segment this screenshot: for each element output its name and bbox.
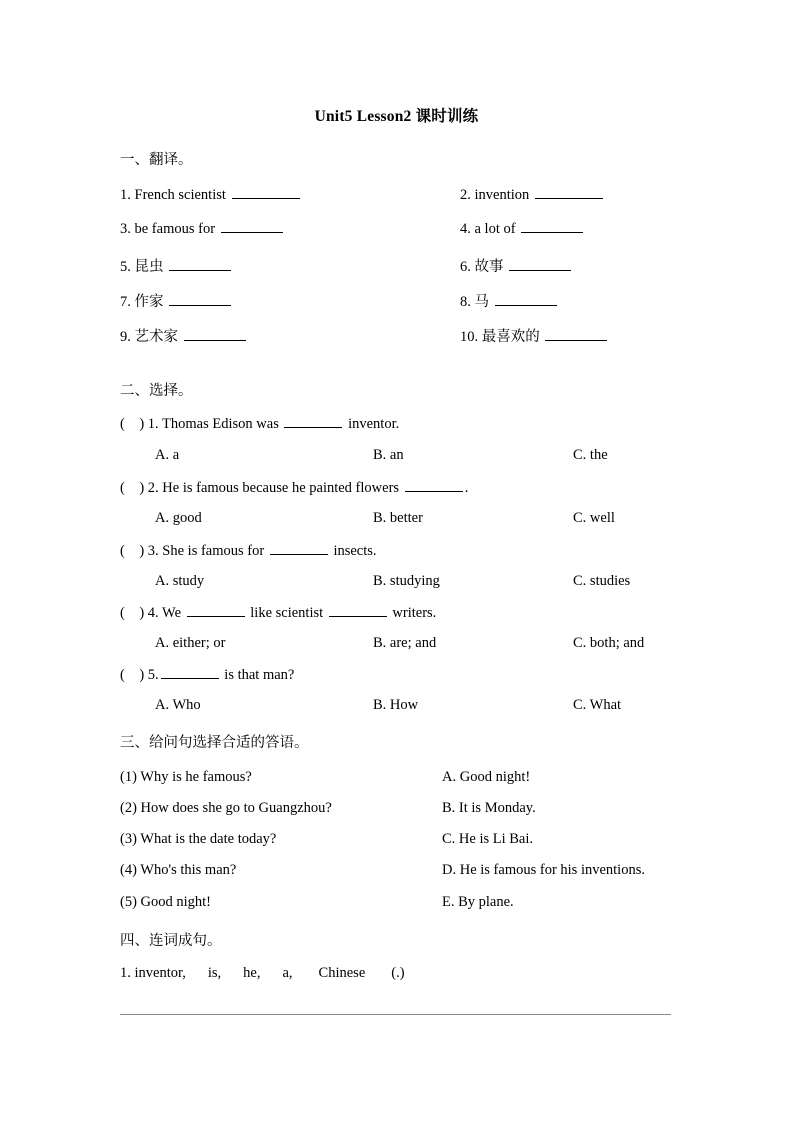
answer-blank[interactable]: [545, 328, 607, 341]
item-text: 马: [474, 294, 489, 310]
item-number: 10.: [460, 329, 479, 345]
matching-question[interactable]: (1) Why is he famous?: [120, 769, 252, 785]
section-heading-matching: 三、给问句选择合适的答语。: [120, 735, 309, 751]
option-a[interactable]: A. either; or: [155, 635, 226, 651]
item-number: 1.: [120, 965, 131, 981]
translation-row: [120, 325, 673, 347]
item-text: French scientist: [134, 187, 226, 203]
rearrange-item-1: [120, 965, 405, 982]
question-stem: He is famous because he painted flowers: [162, 480, 400, 496]
question-stem-tail: .: [464, 480, 469, 496]
option-b[interactable]: B. studying: [373, 573, 440, 589]
translation-row: [120, 255, 673, 277]
answer-blank[interactable]: [221, 220, 283, 233]
option-b[interactable]: B. an: [373, 447, 404, 463]
answer-blank[interactable]: [405, 479, 463, 492]
answer-blank[interactable]: [169, 258, 231, 271]
answer-bracket[interactable]: ( ): [120, 480, 145, 496]
option-c[interactable]: C. both; and: [573, 635, 645, 651]
answer-blank[interactable]: [495, 293, 557, 306]
answer-bracket[interactable]: ( ): [120, 416, 145, 432]
matching-question[interactable]: (3) What is the date today?: [120, 831, 277, 847]
question-number: 2.: [147, 480, 159, 496]
item-number: 5.: [120, 259, 131, 275]
question-stem: Thomas Edison was: [162, 416, 279, 432]
translation-item: [120, 220, 285, 238]
question-stem-tail: insects.: [333, 543, 377, 559]
answer-bracket[interactable]: ( ): [120, 543, 145, 559]
matching-question[interactable]: (5) Good night!: [120, 894, 212, 910]
mc-question-1: [120, 415, 399, 433]
word-token: inventor,: [134, 965, 186, 981]
answer-blank[interactable]: [270, 542, 328, 555]
question-number: 1.: [147, 416, 159, 432]
translation-row: [120, 186, 673, 208]
item-text: 故事: [474, 259, 504, 275]
translation-row: [120, 290, 673, 312]
answer-blank[interactable]: [161, 666, 219, 679]
answer-blank[interactable]: [187, 604, 245, 617]
item-number: 2.: [460, 187, 471, 203]
option-b[interactable]: B. How: [373, 697, 419, 713]
translation-item: [120, 255, 233, 276]
answer-blank[interactable]: [184, 328, 246, 341]
question-stem-tail: inventor.: [348, 416, 400, 432]
mc-question-2: [120, 479, 468, 497]
answer-rule-line: [120, 1014, 671, 1015]
question-stem: She is famous for: [162, 543, 265, 559]
answer-blank[interactable]: [232, 186, 300, 199]
section-heading-rearrange: 四、连词成句。: [120, 933, 222, 949]
mc-question-4: [120, 604, 436, 622]
question-number: 3.: [147, 543, 159, 559]
section-heading-translation: 一、翻译。: [120, 152, 193, 168]
item-text: be famous for: [134, 221, 216, 237]
matching-question[interactable]: (4) Who's this man?: [120, 862, 237, 878]
item-number: 3.: [120, 221, 131, 237]
translation-row: [120, 220, 673, 242]
word-token: he,: [243, 965, 261, 981]
option-c[interactable]: C. well: [573, 510, 615, 526]
matching-answer[interactable]: D. He is famous for his inventions.: [442, 862, 645, 878]
item-number: 9.: [120, 329, 131, 345]
translation-item: [120, 325, 248, 346]
question-stem-tail: is that man?: [224, 667, 295, 683]
word-token: is,: [207, 965, 222, 981]
question-number: 4.: [147, 605, 159, 621]
item-number: 4.: [460, 221, 471, 237]
matching-answer[interactable]: B. It is Monday.: [442, 800, 536, 816]
option-b[interactable]: B. are; and: [373, 635, 437, 651]
answer-blank[interactable]: [329, 604, 387, 617]
item-text: 作家: [134, 294, 164, 310]
answer-blank[interactable]: [535, 186, 603, 199]
mc-question-5: [120, 666, 294, 684]
word-token: a,: [282, 965, 293, 981]
question-stem-tail: writers.: [392, 605, 437, 621]
item-text: a lot of: [474, 221, 516, 237]
answer-bracket[interactable]: ( ): [120, 667, 145, 683]
translation-item: [120, 186, 302, 204]
answer-blank[interactable]: [284, 415, 342, 428]
page-title: Unit5 Lesson2 课时训练: [314, 108, 479, 125]
item-number: 1.: [120, 187, 131, 203]
item-number: 8.: [460, 294, 471, 310]
option-c[interactable]: C. the: [573, 447, 608, 463]
translation-item: [460, 290, 559, 311]
translation-item: [460, 325, 609, 346]
question-number: 5.: [147, 667, 159, 683]
option-a[interactable]: A. a: [155, 447, 180, 463]
question-stem-middle: like scientist: [250, 605, 324, 621]
mc-question-3: [120, 542, 377, 560]
word-token: Chinese: [318, 965, 366, 981]
option-a[interactable]: A. study: [155, 573, 205, 589]
answer-bracket[interactable]: ( ): [120, 605, 145, 621]
item-text: 最喜欢的: [481, 329, 540, 345]
item-number: 6.: [460, 259, 471, 275]
matching-answer[interactable]: A. Good night!: [442, 769, 531, 785]
answer-blank[interactable]: [521, 220, 583, 233]
question-stem: We: [162, 605, 182, 621]
worksheet-page: [120, 0, 673, 1122]
answer-blank[interactable]: [509, 258, 571, 271]
translation-item: [460, 220, 585, 238]
item-text: 艺术家: [134, 329, 178, 345]
matching-answer[interactable]: E. By plane.: [442, 894, 514, 910]
answer-blank[interactable]: [169, 293, 231, 306]
item-text: invention: [474, 187, 530, 203]
translation-item: [460, 255, 573, 276]
item-number: 7.: [120, 294, 131, 310]
section-heading-choice: 二、选择。: [120, 383, 193, 399]
option-c[interactable]: C. studies: [573, 573, 631, 589]
option-b[interactable]: B. better: [373, 510, 423, 526]
word-token: (.): [391, 965, 405, 981]
item-text: 昆虫: [134, 259, 164, 275]
option-a[interactable]: A. Who: [155, 697, 201, 713]
matching-answer[interactable]: C. He is Li Bai.: [442, 831, 534, 847]
option-a[interactable]: A. good: [155, 510, 202, 526]
matching-question[interactable]: (2) How does she go to Guangzhou?: [120, 800, 332, 816]
translation-item: [460, 186, 605, 204]
option-c[interactable]: C. What: [573, 697, 622, 713]
translation-item: [120, 290, 233, 311]
